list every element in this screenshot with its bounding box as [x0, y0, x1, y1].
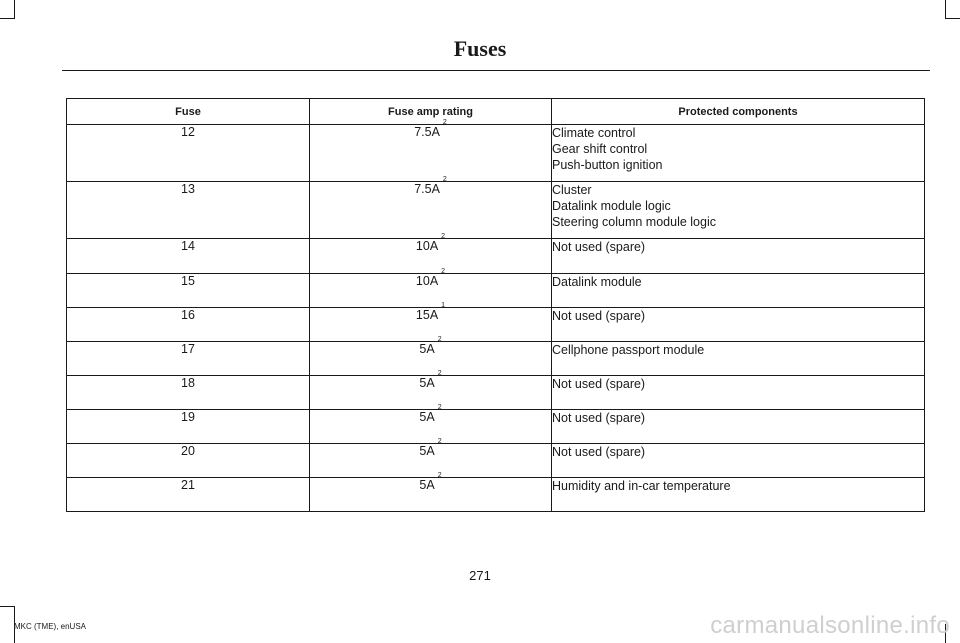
cell-fuse-number: 21: [67, 478, 310, 512]
cell-amp-rating: [310, 233, 552, 274]
cell-protected-components: [552, 376, 925, 410]
table-row: [67, 274, 925, 308]
column-header-protected-components: Protected components: [552, 99, 925, 125]
table-row: [67, 410, 925, 444]
footnote-marker: 1: [441, 302, 446, 309]
component-line: Not used (spare): [552, 411, 646, 425]
crop-mark: [0, 18, 15, 19]
component-line: Cellphone passport module: [552, 343, 705, 357]
component-line: Climate control: [552, 126, 636, 140]
table-row: [67, 125, 925, 182]
component-line: Cluster: [552, 183, 592, 197]
amp-value: 5A: [419, 376, 435, 390]
cell-amp-rating: [310, 438, 552, 478]
component-line: Not used (spare): [552, 309, 646, 323]
table-row: [67, 239, 925, 274]
table-row: [67, 444, 925, 478]
cell-protected-components: [552, 239, 925, 274]
cell-protected-components: [552, 342, 925, 376]
amp-value: 7.5A: [414, 125, 440, 139]
amp-value: 5A: [419, 478, 435, 492]
title-divider: [62, 70, 930, 71]
amp-value: 5A: [419, 342, 435, 356]
footnote-marker: 2: [437, 404, 442, 411]
component-line: Push-button ignition: [552, 158, 663, 172]
component-line: Datalink module logic: [552, 199, 671, 213]
footnote-marker: 2: [437, 336, 442, 343]
cell-amp-rating: [310, 119, 552, 182]
column-header-amp-rating: Fuse amp rating: [310, 99, 552, 125]
footnote-marker: 2: [441, 268, 446, 275]
page-title: Fuses: [453, 36, 507, 61]
cell-amp-rating: [310, 302, 552, 342]
footnote-marker: 2: [442, 176, 447, 183]
component-line: Not used (spare): [552, 377, 646, 391]
table-row: [67, 376, 925, 410]
table-row: [67, 478, 925, 512]
amp-value: 10A: [415, 239, 439, 253]
page-number: 271: [469, 568, 491, 583]
footnote-marker: 2: [441, 233, 446, 240]
cell-fuse-number: 12: [67, 125, 310, 182]
cell-protected-components: [552, 274, 925, 308]
crop-mark: [945, 0, 946, 18]
crop-mark: [945, 18, 960, 19]
footnote-marker: 2: [437, 472, 442, 479]
table-body: [67, 119, 925, 512]
cell-fuse-number: 20: [67, 444, 310, 478]
amp-value: 7.5A: [414, 182, 440, 196]
component-line: Gear shift control: [552, 142, 648, 156]
component-line: Not used (spare): [552, 445, 646, 459]
cell-protected-components: [552, 478, 925, 512]
cell-amp-rating: [310, 336, 552, 376]
footnote-marker: 2: [442, 119, 447, 126]
cell-amp-rating: [310, 404, 552, 444]
table-header-row: [67, 99, 925, 125]
cell-fuse-number: 14: [67, 239, 310, 274]
document-id: MKC (TME), enUSA: [14, 622, 87, 631]
cell-protected-components: [552, 410, 925, 444]
amp-value: 5A: [419, 410, 435, 424]
cell-protected-components: [552, 308, 925, 342]
crop-mark: [0, 606, 15, 607]
amp-value: 5A: [419, 444, 435, 458]
amp-value: 15A: [415, 308, 439, 322]
fuse-table: [66, 98, 925, 512]
cell-fuse-number: 15: [67, 274, 310, 308]
component-line: Datalink module: [552, 275, 642, 289]
cell-fuse-number: 19: [67, 410, 310, 444]
footnote-marker: 2: [437, 370, 442, 377]
cell-protected-components: [552, 182, 925, 239]
component-line: Steering column module logic: [552, 215, 716, 229]
cell-fuse-number: 18: [67, 376, 310, 410]
cell-amp-rating: [310, 176, 552, 239]
cell-amp-rating: [310, 370, 552, 410]
cell-amp-rating: [310, 268, 552, 308]
cell-protected-components: [552, 125, 925, 182]
cell-protected-components: [552, 444, 925, 478]
table-row: [67, 308, 925, 342]
component-line: Not used (spare): [552, 240, 646, 254]
cell-fuse-number: 16: [67, 308, 310, 342]
table-row: [67, 182, 925, 239]
column-header-fuse: Fuse: [67, 99, 310, 125]
cell-fuse-number: 13: [67, 182, 310, 239]
cell-amp-rating: [310, 472, 552, 512]
component-line: Humidity and in-car temperature: [552, 479, 731, 493]
watermark: carmanualsonline.info: [710, 612, 950, 639]
table-row: [67, 342, 925, 376]
amp-value: 10A: [415, 274, 439, 288]
footnote-marker: 2: [437, 438, 442, 445]
crop-mark: [14, 0, 15, 18]
cell-fuse-number: 17: [67, 342, 310, 376]
